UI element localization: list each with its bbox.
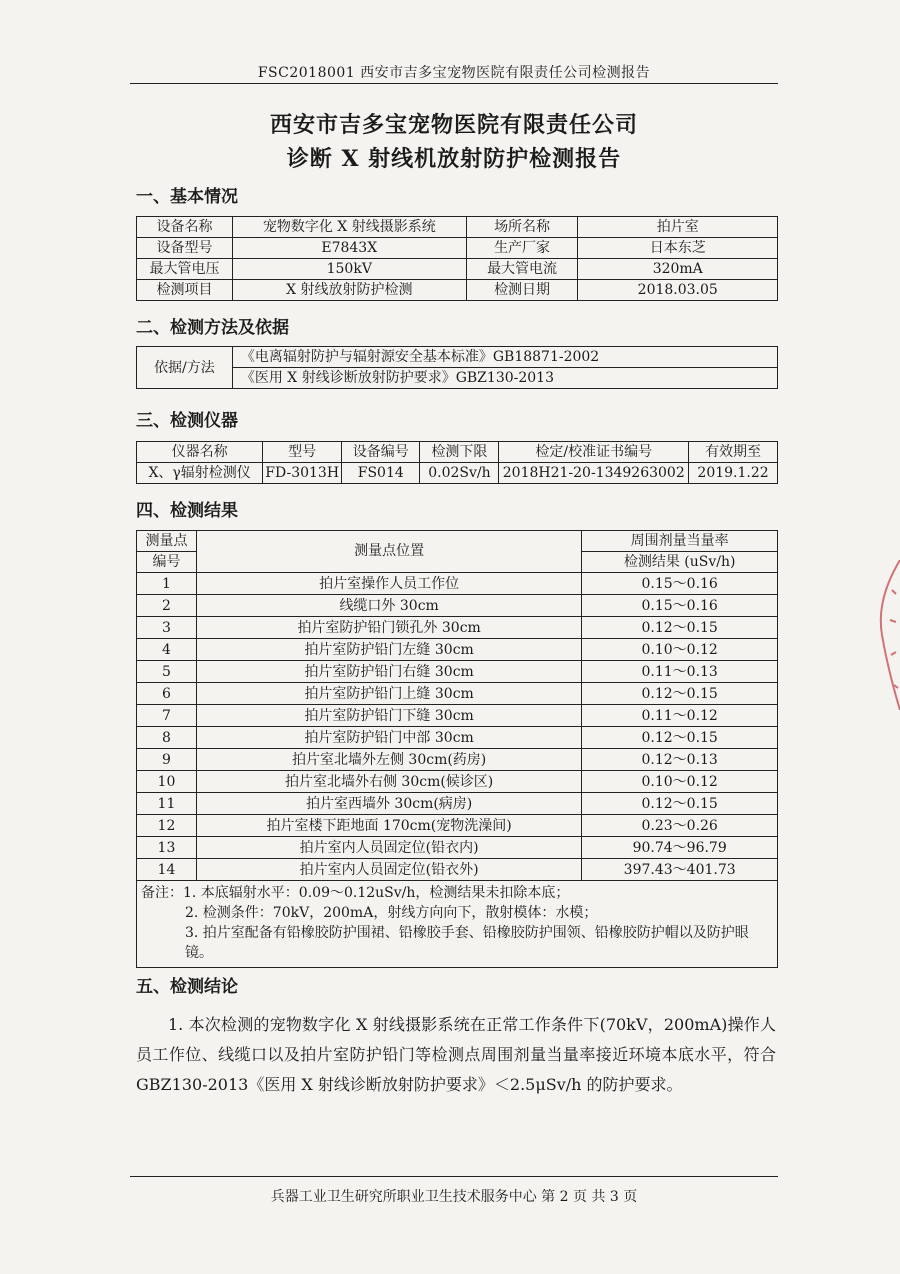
cell: 2018H21-20-1349263002 [499,463,689,484]
cell: FS014 [342,463,420,484]
note-2: 2. 检测条件：70kV，200mA，射线方向向下，散射模体：水模； [185,905,598,921]
table-row [137,347,778,368]
method-item: 《电离辐射防护与辐射源安全基本标准》GB18871-2002 [232,347,777,368]
dose-rate: 0.15～0.16 [582,595,778,617]
cell: 设备型号 [137,238,233,259]
section-instrument: 三、检测仪器 [136,411,238,431]
point-number: 13 [137,837,197,859]
dose-rate: 0.15～0.16 [582,573,778,595]
stamp-edge-icon [872,560,900,710]
results-table [136,530,778,881]
instrument-table [136,441,778,484]
point-number: 10 [137,771,197,793]
table-row [137,617,778,639]
notes [136,881,778,968]
point-location: 线缆口外 30cm [196,595,581,617]
table-row [137,463,778,484]
dose-rate: 0.11～0.12 [582,705,778,727]
table-row [137,771,778,793]
point-location: 拍片室内人员固定位(铅衣外) [196,859,581,881]
table-row [137,259,778,280]
table-row [137,531,778,552]
header-cell: 测量点位置 [196,531,581,573]
point-number: 7 [137,705,197,727]
dose-rate: 0.23～0.26 [582,815,778,837]
point-location: 拍片室北墙外左侧 30cm(药房) [196,749,581,771]
table-row [137,815,778,837]
header-rule [130,83,778,84]
point-location: 拍片室防护铅门中部 30cm [196,727,581,749]
dose-rate: 0.12～0.15 [582,793,778,815]
table-row [137,749,778,771]
cell: FD-3013H [263,463,342,484]
table-row [137,238,778,259]
point-location: 拍片室防护铅门左缝 30cm [196,639,581,661]
point-location: 拍片室防护铅门下缝 30cm [196,705,581,727]
table-row [137,705,778,727]
cell: X 射线放射防护检测 [232,280,466,301]
method-label: 依据/方法 [137,347,233,389]
note-1: 备注：1. 本底辐射水平：0.09～0.12uSv/h，检测结果未扣除本底； [141,885,570,901]
header-cell: 检定/校准证书编号 [499,442,689,463]
header-cell: 周围剂量当量率 [582,531,778,552]
dose-rate: 90.74～96.79 [582,837,778,859]
table-row [137,859,778,881]
point-location: 拍片室内人员固定位(铅衣内) [196,837,581,859]
cell: 0.02Sv/h [420,463,499,484]
table-row [137,727,778,749]
point-number: 11 [137,793,197,815]
table-row [137,793,778,815]
method-table [136,346,778,389]
point-location: 拍片室防护铅门右缝 30cm [196,661,581,683]
point-location: 拍片室防护铅门锁孔外 30cm [196,617,581,639]
table-row [137,442,778,463]
section-conclusion: 五、检测结论 [136,977,238,997]
cell: 2019.1.22 [689,463,778,484]
cell: 设备名称 [137,217,233,238]
header-cell: 设备编号 [342,442,420,463]
cell: X、γ辐射检测仪 [137,463,263,484]
report-title-line2: 诊断 X 射线机放射防护检测报告 [286,146,622,172]
cell: 场所名称 [466,217,578,238]
point-location: 拍片室西墙外 30cm(病房) [196,793,581,815]
point-location: 拍片室楼下距地面 170cm(宠物洗澡间) [196,815,581,837]
cell: 日本东芝 [578,238,778,259]
point-number: 5 [137,661,197,683]
footer: 兵器工业卫生研究所职业卫生技术服务中心 第 2 页 共 3 页 [270,1189,638,1205]
cell: 最大管电流 [466,259,578,280]
point-number: 4 [137,639,197,661]
table-row [137,280,778,301]
dose-rate: 0.12～0.15 [582,727,778,749]
table-row [137,683,778,705]
footer-rule [130,1176,778,1177]
header-cell: 编号 [137,552,197,573]
point-number: 6 [137,683,197,705]
table-row [137,368,778,389]
section-basic-info: 一、基本情况 [136,187,238,207]
dose-rate: 397.43～401.73 [582,859,778,881]
point-number: 3 [137,617,197,639]
conclusion-text: 1. 本次检测的宠物数字化 X 射线摄影系统在正常工作条件下(70kV，200mA)操作人员工作位、线缆口以及拍片室防护铅门等检测点周围剂量当量率接近环境本底水平，符合 GBZ130-2013《医用 X 射线诊断放射防护要求》＜2.5μSv/h 的防护要求。 [136,1015,776,1094]
section-results: 四、检测结果 [136,501,238,521]
point-number: 2 [137,595,197,617]
cell: 检测项目 [137,280,233,301]
table-row [137,573,778,595]
cell: E7843X [232,238,466,259]
point-location: 拍片室操作人员工作位 [196,573,581,595]
header-cell: 检测下限 [420,442,499,463]
table-row [137,217,778,238]
cell: 最大管电压 [137,259,233,280]
dose-rate: 0.11～0.13 [582,661,778,683]
cell: 320mA [578,259,778,280]
point-location: 拍片室防护铅门上缝 30cm [196,683,581,705]
point-number: 12 [137,815,197,837]
header-cell: 仪器名称 [137,442,263,463]
point-number: 8 [137,727,197,749]
cell: 2018.03.05 [578,280,778,301]
cell: 检测日期 [466,280,578,301]
point-number: 14 [137,859,197,881]
dose-rate: 0.10～0.12 [582,771,778,793]
note-3: 3. 拍片室配备有铅橡胶防护围裙、铅橡胶手套、铅橡胶防护围领、铅橡胶防护帽以及防护眼镜。 [185,925,749,961]
point-number: 1 [137,573,197,595]
point-location: 拍片室北墙外右侧 30cm(候诊区) [196,771,581,793]
running-header: FSC2018001 西安市吉多宝宠物医院有限责任公司检测报告 [257,65,651,81]
cell: 宠物数字化 X 射线摄影系统 [232,217,466,238]
cell: 生产厂家 [466,238,578,259]
header-cell: 有效期至 [689,442,778,463]
report-title-line1: 西安市吉多宝宠物医院有限责任公司 [269,112,638,138]
dose-rate: 0.12～0.15 [582,617,778,639]
point-number: 9 [137,749,197,771]
section-method: 二、检测方法及依据 [136,318,289,338]
header-cell: 检测结果 (uSv/h) [582,552,778,573]
header-cell: 型号 [263,442,342,463]
dose-rate: 0.10～0.12 [582,639,778,661]
basic-info-table [136,216,778,301]
table-row [137,639,778,661]
method-item: 《医用 X 射线诊断放射防护要求》GBZ130-2013 [232,368,777,389]
dose-rate: 0.12～0.15 [582,683,778,705]
table-row [137,595,778,617]
cell: 拍片室 [578,217,778,238]
dose-rate: 0.12～0.13 [582,749,778,771]
table-row [137,837,778,859]
cell: 150kV [232,259,466,280]
header-cell: 测量点 [137,531,197,552]
table-row [137,661,778,683]
